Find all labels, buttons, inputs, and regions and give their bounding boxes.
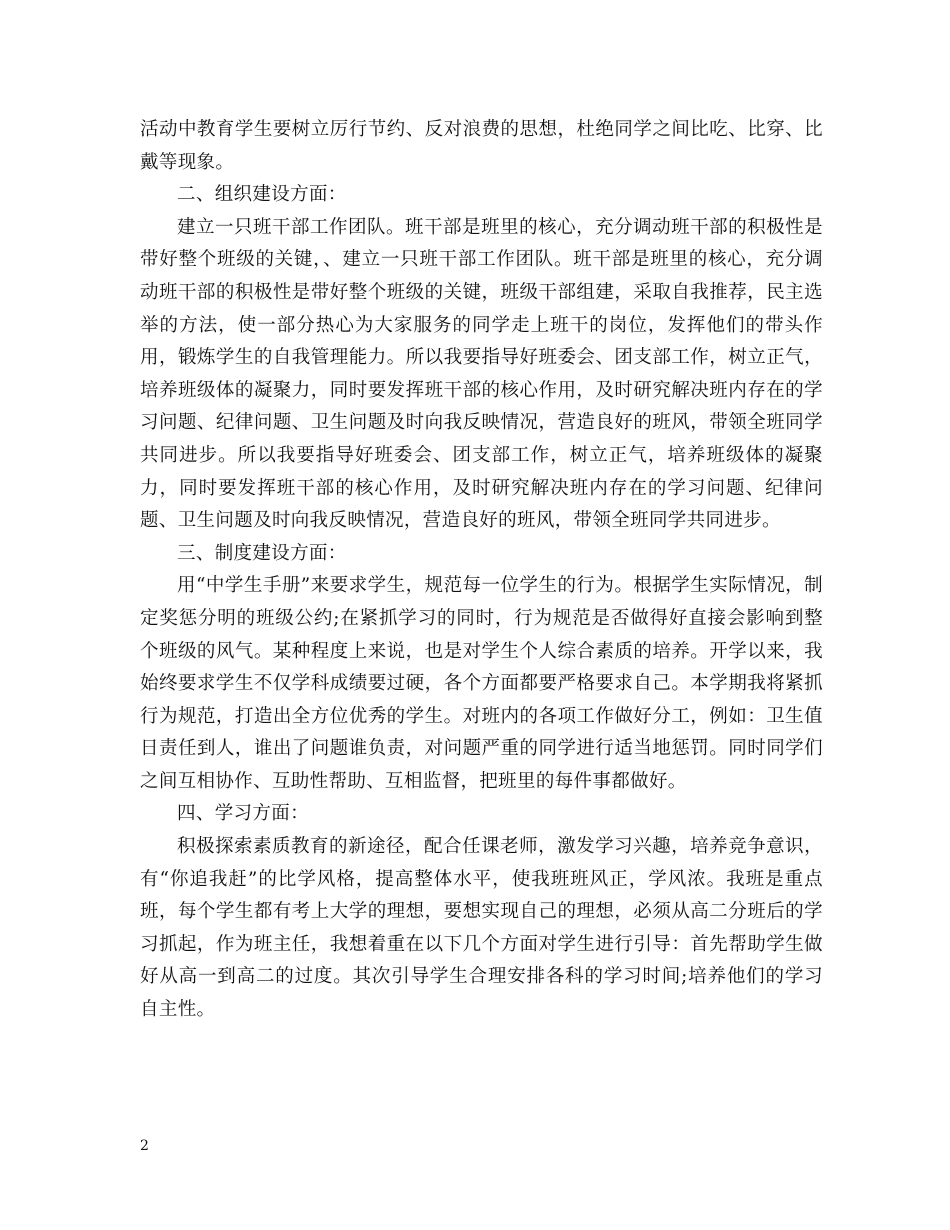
section-heading-system: 三、制度建设方面： [177, 542, 347, 564]
section-heading-study: 四、学习方面： [177, 803, 309, 825]
section-heading-organization: 二、组织建设方面： [177, 184, 347, 206]
paragraph-study: 积极探索素质教育的新途径，配合任课老师，激发学习兴趣，培养竞争意识，有“你追我赶”的比学风格，提高整体水平，使我班班风正，学风浓。我班是重点班，每个学生都有考上大学的理想，要想实现自己的理想，必须从高二分班后的学习抓起，作为班主任，我想着重在以下几个方面对学生进行引导：首先帮助学生做好从高一到高二的过度。其次引导学生合理安排各科的学习时间;培养他们的学习自主性。 [140, 836, 823, 1021]
paragraph-system: 用“中学生手册”来要求学生，规范每一位学生的行为。根据学生实际情况，制定奖惩分明的班级公约;在紧抓学习的同时，行为规范是否做得好直接会影响到整个班级的风气。某种程度上来说，也是对学生个人综合素质的培养。开学以来，我始终要求学生不仅学科成绩要过硬，各个方面都要严格要求自己。本学期我将紧抓行为规范，打造出全方位优秀的学生。对班内的各项工作做好分工，例如：卫生值日责任到人，谁出了问题谁负责，对问题严重的同学进行适当地惩罚。同时同学们之间互相协作、互助性帮助、互相监督，把班里的每件事都做好。 [140, 575, 823, 792]
paragraph-organization: 建立一只班干部工作团队。班干部是班里的核心，充分调动班干部的积极性是带好整个班级的关键，、建立一只班干部工作团队。班干部是班里的核心，充分调动班干部的积极性是带好整个班级的关键，班级干部组建，采取自我推荐，民主选举的方法，使一部分热心为大家服务的同学走上班干的岗位，发挥他们的带头作用，锻炼学生的自我管理能力。所以我要指导好班委会、团支部工作，树立正气，培养班级体的凝聚力，同时要发挥班干部的核心作用，及时研究解决班内存在的学习问题、纪律问题、卫生问题及时向我反映情况，营造良好的班风，带领全班同学共同进步。所以我要指导好班委会、团支部工作，树立正气，培养班级体的凝聚力，同时要发挥班干部的核心作用，及时研究解决班内存在的学习问题、纪律问题、卫生问题及时向我反映情况，营造良好的班风，带领全班同学共同进步。 [140, 216, 823, 532]
page-number: 2 [140, 1138, 149, 1154]
document-body [140, 114, 823, 1027]
paragraph-continuation: 活动中教育学生要树立厉行节约、反对浪费的思想，杜绝同学之间比吃、比穿、比戴等现象。 [140, 119, 823, 173]
